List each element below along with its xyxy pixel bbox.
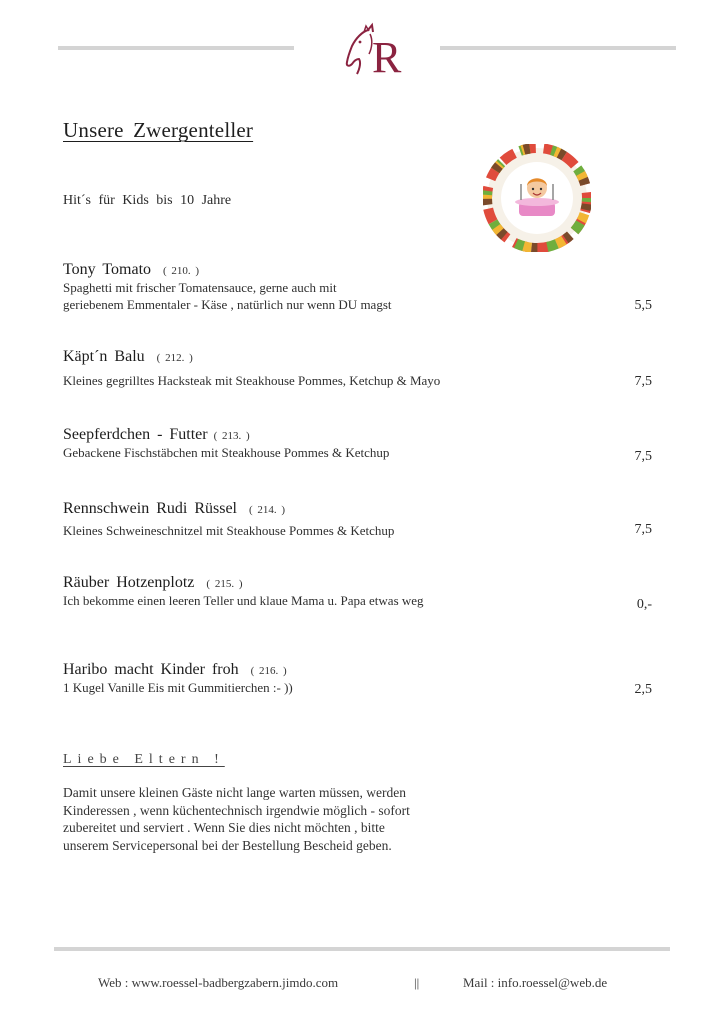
item-name: Räuber Hotzenplotz	[63, 574, 195, 591]
menu-item	[63, 574, 654, 609]
item-price: 7,5	[634, 449, 652, 464]
menu-item	[63, 348, 654, 389]
notice-line: zubereitet und serviert . Wenn Sie dies nicht möchten , bitte	[63, 820, 385, 835]
kids-food-circle-image	[483, 144, 591, 252]
item-price: 0,-	[636, 597, 652, 612]
page-title: Unsere Zwergenteller	[63, 118, 254, 142]
menu-item	[63, 261, 654, 313]
footer-web-link[interactable]: Web : www.roessel-badbergzabern.jimdo.com	[98, 975, 339, 990]
item-description: Kleines gegrilltes Hacksteak mit Steakhouse Pommes, Ketchup & Mayo	[63, 373, 441, 388]
notice-line: unserem Servicepersonal bei der Bestellung Bescheid geben.	[63, 837, 392, 853]
item-description: Spaghetti mit frischer Tomatensauce, gerne auch mit	[63, 280, 337, 295]
header-rule-left	[58, 46, 294, 50]
item-description: Kleines Schweineschnitzel mit Steakhouse Pommes & Ketchup	[63, 523, 395, 538]
item-price: 2,5	[634, 682, 652, 697]
footer-rule	[54, 947, 670, 951]
item-code: ( 213. )	[213, 430, 250, 442]
item-description: Ich bekomme einen leeren Teller und klaue Mama u. Papa etwas weg	[63, 593, 424, 608]
item-code: ( 212. )	[156, 352, 193, 364]
parents-notice-heading: Liebe Eltern !	[63, 752, 225, 767]
item-code: ( 210. )	[163, 265, 200, 277]
page-subtitle: Hit´s für Kids bis 10 Jahre	[63, 193, 232, 208]
item-description: 1 Kugel Vanille Eis mit Gummitierchen :- ))	[63, 680, 293, 695]
item-price: 5,5	[634, 298, 652, 313]
header-rule-right	[440, 46, 676, 50]
svg-text:R: R	[372, 33, 402, 80]
horse-head-logo-icon	[342, 22, 412, 80]
menu-item	[63, 500, 654, 539]
item-price: 7,5	[634, 374, 652, 389]
footer-mail-link[interactable]: Mail : info.roessel@web.de	[463, 975, 608, 990]
item-price: 7,5	[634, 522, 652, 537]
parents-notice-text	[63, 784, 483, 854]
item-name: Seepferdchen - Futter	[63, 426, 208, 443]
item-code: ( 216. )	[250, 665, 287, 677]
item-description: geriebenem Emmentaler - Käse , natürlich nur wenn DU magst	[63, 297, 392, 312]
item-code: ( 214. )	[249, 504, 286, 516]
menu-item	[63, 661, 654, 696]
item-code: ( 215. )	[206, 578, 243, 590]
item-name: Rennschwein Rudi Rüssel	[63, 500, 237, 517]
footer-separator: ||	[414, 975, 420, 990]
item-name: Haribo macht Kinder froh	[63, 661, 239, 678]
restaurant-logo	[342, 22, 412, 80]
menu-item	[63, 426, 654, 461]
notice-line: Damit unsere kleinen Gäste nicht lange warten müssen, werden	[63, 785, 407, 800]
notice-line: Kinderessen , wenn küchentechnisch irgendwie möglich - sofort	[63, 802, 410, 818]
item-name: Tony Tomato	[63, 261, 152, 278]
item-name: Käpt´n Balu	[63, 348, 145, 365]
item-description: Gebackene Fischstäbchen mit Steakhouse Pommes & Ketchup	[63, 445, 390, 460]
